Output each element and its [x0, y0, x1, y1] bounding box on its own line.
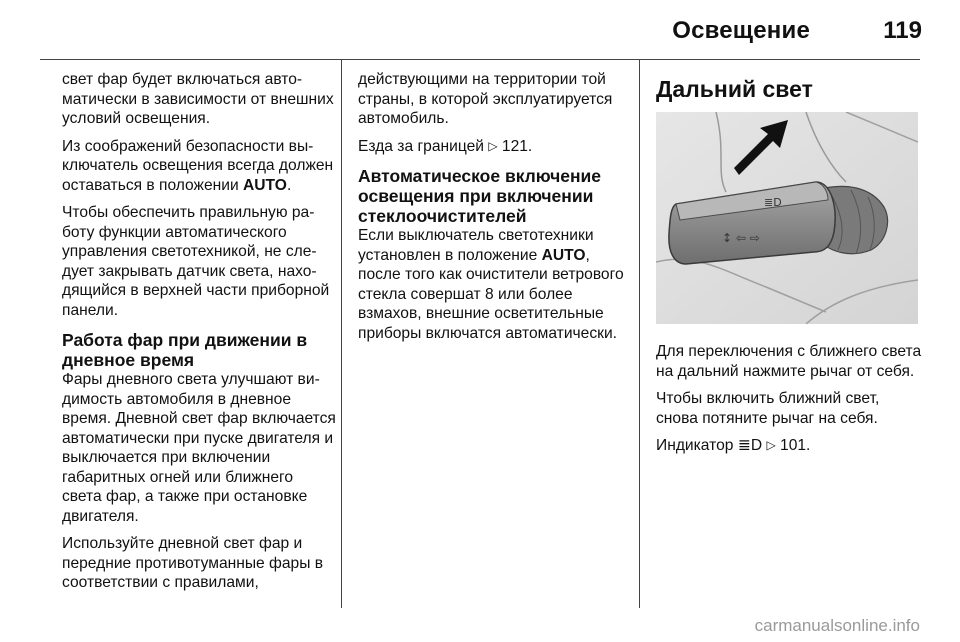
page-title: Освещение — [672, 17, 810, 44]
paragraph: Из соображений безопасности выключатель освещения всегда должен оставаться в положении AUTO. — [62, 137, 334, 194]
lever-figure-svg — [656, 112, 918, 324]
turn-arrows-symbol: ↕ ⇦ ⇨ — [722, 231, 760, 245]
paragraph: действующими на территории той страны, в которой эксплуатируется автомобиль. — [358, 71, 613, 127]
paragraph: свет фар будет включаться автоматически в зависимости от внешних условий освещения. — [62, 71, 334, 127]
section-heading-high-beam: Дальний свет — [656, 76, 813, 102]
paragraph: Езда за границей ▷ 121. — [358, 137, 533, 155]
lever-illustration — [656, 112, 918, 324]
column-divider-2 — [639, 60, 640, 608]
auto-label: AUTO — [243, 176, 287, 194]
page-reference[interactable]: 121. — [501, 137, 533, 155]
watermark: carmanualsonline.info — [754, 616, 920, 635]
page-reference-icon[interactable]: ▷ — [766, 438, 776, 452]
column-divider-1 — [341, 60, 342, 608]
paragraph: Чтобы включить ближний свет, снова потяните рычаг на себя. — [656, 390, 880, 427]
page-reference-icon[interactable]: ▷ — [488, 138, 498, 153]
section-heading-drl: Работа фар при движении в дневное время — [62, 330, 308, 370]
column-2 — [358, 70, 628, 351]
high-beam-symbol: ≣D — [764, 196, 782, 209]
paragraph: Если выключатель светотехники установлен в положение AUTO, после того как очистители ветрового стекла совершат 8 или более взмахов, внешние осветительные приборы включатся автоматически. — [358, 227, 624, 342]
paragraph: Индикатор ≣D ▷ 101. — [656, 437, 811, 454]
column-3 — [656, 68, 924, 464]
column-1 — [62, 70, 337, 601]
high-beam-indicator-icon: ≣D — [737, 437, 763, 454]
paragraph: Для переключения с ближнего света на дальний нажмите рычаг от себя. — [656, 343, 922, 380]
paragraph: Фары дневного света улучшают видимость автомобиля в дневное время. Дневной свет фар включается автоматически при пуске двигателя и выключается при включении габаритных огней или ближнего света фар, а также при остановке двигателя. — [62, 371, 336, 525]
page-reference[interactable]: 101. — [780, 437, 811, 454]
page-number: 119 — [883, 17, 922, 44]
section-heading-auto-lights: Автоматическое включение освещения при включении стеклоочистителей — [358, 166, 602, 226]
paragraph: Чтобы обеспечить правильную работу функции автоматического управления светотехникой, не следует закрывать датчик света, находящийся в верхней части приборной панели. — [62, 204, 330, 319]
paragraph: Используйте дневной свет фар и передние противотуманные фары в соответствии с правилами, — [62, 535, 324, 591]
auto-label: AUTO — [541, 246, 586, 264]
header-divider — [40, 59, 920, 60]
